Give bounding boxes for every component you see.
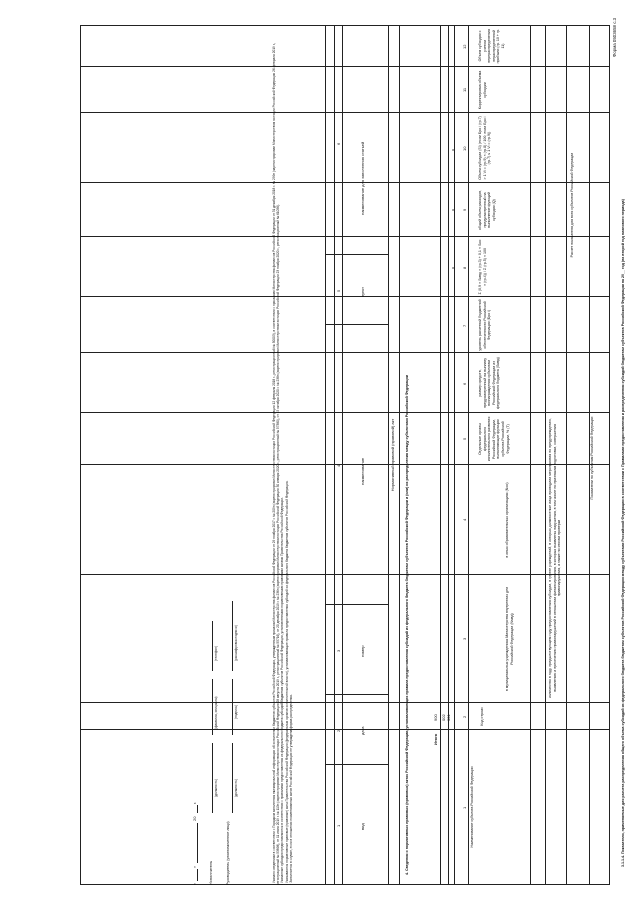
- x-mark-10: x: [450, 149, 455, 151]
- footnotes: [272, 25, 322, 885]
- col-header-3-sub: в муниципальных учреждениях Министерства внутренних дел Российской Федерации (Nмвд): [505, 586, 514, 692]
- acts-col-date: дата: [360, 726, 365, 735]
- total-label: Итого: [433, 733, 438, 745]
- acts-col-kind: вид: [360, 823, 365, 830]
- date-year: 20: [192, 816, 197, 821]
- col-header-8: Σ (0,9 × Sмвд × (гр.3) + 0,1 × Sоо × (гр.4)) / Σ (гр.5) × 100: [478, 239, 487, 295]
- form-label: Форма 0503658 с.3: [612, 17, 617, 57]
- acts-colnum-3: 3: [336, 649, 341, 652]
- col-header-5: Отдельные органы федерального исполнительного развития Российской Федерации, выполняющие функции субъекта Российской Федерации, % (Т): [478, 416, 510, 462]
- colnum-2: 2: [462, 715, 467, 718]
- head-position-caption: (должность): [234, 779, 238, 797]
- x-mark-8: x: [450, 267, 455, 269]
- date-month-line[interactable]: [197, 823, 198, 863]
- executor-label: Исполнитель: [208, 860, 213, 885]
- acts-col-note: наименование для заполнения статьей: [360, 141, 365, 215]
- footnote-1: ¹ Указано сведениям в соответствии с Порядком заполнения ежеквартальной информации об исполнении бюджетов субъектов Российской Федерации, утвержденным приказом Министерства финансов Российской Федерации от 29 ноября 2017 г. № 209н (зарегистрирован Министерством юстиции Российской Федерации 12 февраля 2018 г., регистрационный № 50003), в соответствии с приказами Министерства финансов Российской Федерации от 31 декабря 2018 г. № 299н (зарегистрирован Министерством юстиции Российской Федерации 26 февраля 2019 г., регистрационный № 53898), от 11 июля 2019 г. № 113н (зарегистрирован Министерством юстиции Российской Федерации 28 августа 2019 г., регистрационный № 55716), от 20 декабря 2019 г. № 236н (зарегистрирован Министерством юстиции Российской Федерации 30 января 2020 г., регистрационный № 57380), от 15 октября 2020 г. № 238н (зарегистрирован Министерством юстиции Российской Федерации 23 ноября 2020 г., регистрационный № 61056).: [272, 42, 281, 885]
- colnum-9: 9: [462, 208, 467, 211]
- colnum-7: 7: [462, 324, 467, 327]
- colnum-3: 3: [462, 637, 467, 640]
- col-header-9: общий объем расходов, предусмотренный на выполнение функций субсидии (Q): [478, 189, 496, 231]
- head-name-caption: (расшифровка подписи): [234, 625, 238, 661]
- head-position-line[interactable]: [232, 743, 233, 813]
- row-code-002: 002: [441, 714, 446, 721]
- col-header-name: Наименование субъекта Российской Федерации: [470, 766, 474, 848]
- footnote-4: ⁴ Заполняется в случае, если в отношении поименованных актов Российской Федерации не утверждена форма распределения.: [288, 694, 293, 885]
- row-code-001: 001: [446, 714, 451, 721]
- acts-col-number: номер: [360, 645, 365, 657]
- colnum-10: 10: [462, 146, 467, 151]
- acts-group-header: Нормативный правовой (правовой) акт: [390, 418, 395, 492]
- head-sign-line[interactable]: [232, 679, 233, 735]
- acts-col-item: пункт: [360, 286, 365, 297]
- date-suffix: г.: [192, 801, 197, 804]
- acts-colnum-1: 1: [336, 824, 341, 827]
- colnum-5: 5: [462, 437, 467, 440]
- date-open-quote: «: [192, 882, 197, 885]
- col-header-11: Корректировка объема субсидии: [478, 70, 487, 110]
- region-group-header: Расчет показателя для всех субъектов Российской Федерации: [570, 152, 574, 258]
- exec-position-caption: (должность): [214, 779, 218, 797]
- col-header-3-top: количество в году, предшествующем году предоставления субсидии, в группе учреждений, в которых должностные лица проводили мероприятия по предупреждению, выявлению и пресечению правонарушений в отношении финансирования, в которых выявлены нарушения, в том числе по признакам подготовки, совершения правонарушения, а также по итогам проверки: [548, 418, 562, 698]
- col-header-10: Объем субсидии (Si) (если Бро i (гр.7) > 1 Vi = (гр.9) × (гр.8) / 100; если Бро i (гр.7) ≤ 1 Vi = (гр.9)): [478, 116, 492, 180]
- date-close-quote: »: [192, 865, 197, 868]
- acts-col-title: наименование: [360, 457, 365, 485]
- exec-phone-line[interactable]: [212, 621, 213, 671]
- colnum-12: 12: [462, 44, 467, 49]
- section-title: 3.1.1.4. Показатели, применяемые для расчета распределения общего объема субсидий из федерального бюджета бюджетам субъектов Российской Федерации между субъектами Российской Федерации в соответствии с Правилами предоставления и распределения субсидий бюджетам субъектов Российской Федерации на 20__ год (на второй год планового периода): [621, 199, 625, 867]
- acts-colnum-4: 4: [336, 464, 341, 467]
- col-header-12: Объем субсидии с учетом перераспределения нераспределенной прибыли (гр. 10 + гр. 11): [478, 28, 505, 64]
- date-year-line[interactable]: [197, 805, 198, 813]
- total-code: 900: [433, 714, 438, 721]
- head-label: Руководитель (уполномоченное лицо): [226, 821, 230, 885]
- acts-colnum-6: 6: [336, 142, 341, 145]
- indicators-group-header: Показатели по субъектам Российской Федерации: [590, 416, 594, 500]
- acts-colnum-5: 5: [336, 289, 341, 292]
- date-day-line[interactable]: [197, 869, 198, 881]
- col-header-7: уровень расчетной бюджетной обеспеченности Российской Федерации (Бро i): [478, 299, 492, 351]
- exec-fio-caption: (фамилия, инициалы): [214, 696, 218, 729]
- exec-fio-line[interactable]: [212, 679, 213, 735]
- colnum-1: 1: [462, 806, 467, 809]
- colnum-8: 8: [462, 266, 467, 269]
- col-header-6: размер средств, предусмотренный на выплату вознаграждения субъектам Российской Федерации из федерального бюджета (Sмвд): [478, 356, 501, 410]
- x-mark-9: x: [450, 209, 455, 211]
- col-header-code: Код строки: [480, 707, 484, 726]
- footnote-2: ² Указанные субсидии предоставляются в соответствии с правилами предоставления из федерального бюджета субсидий бюджетам субъектов Российской Федерации, установленными нормативными правовыми актами Правительства Российской Федерации.: [280, 497, 285, 885]
- head-sign-caption: (подпись): [234, 704, 238, 719]
- head-name-line[interactable]: [232, 601, 233, 671]
- colnum-11: 11: [462, 87, 467, 92]
- colnum-4: 4: [462, 518, 467, 521]
- acts-colnum-2: 2: [336, 729, 341, 732]
- colnum-6: 6: [462, 382, 467, 385]
- exec-position-line[interactable]: [212, 743, 213, 813]
- footnote-3: ³ Указываются нормативные правовые (правовые) акты Правительства Российской Федерации (федеральных органов исполнительной власти), устанавливающие правила предоставления субсидий из федерального бюджета бюджетам субъектов Российской Федерации.: [284, 480, 289, 885]
- col-header-4: в иных образовательных организациях (Nоо): [505, 482, 509, 558]
- exec-phone-caption: (телефон): [214, 645, 218, 661]
- section-4-title: 4. Сведения о нормативных правовых (правовых) актах Российской Федерации, устанавливающих правила предоставления субсидий из федерального бюджета бюджетам субъектов Российской Федерации и (или) их распределения между субъектами Российской Федерации: [405, 375, 409, 875]
